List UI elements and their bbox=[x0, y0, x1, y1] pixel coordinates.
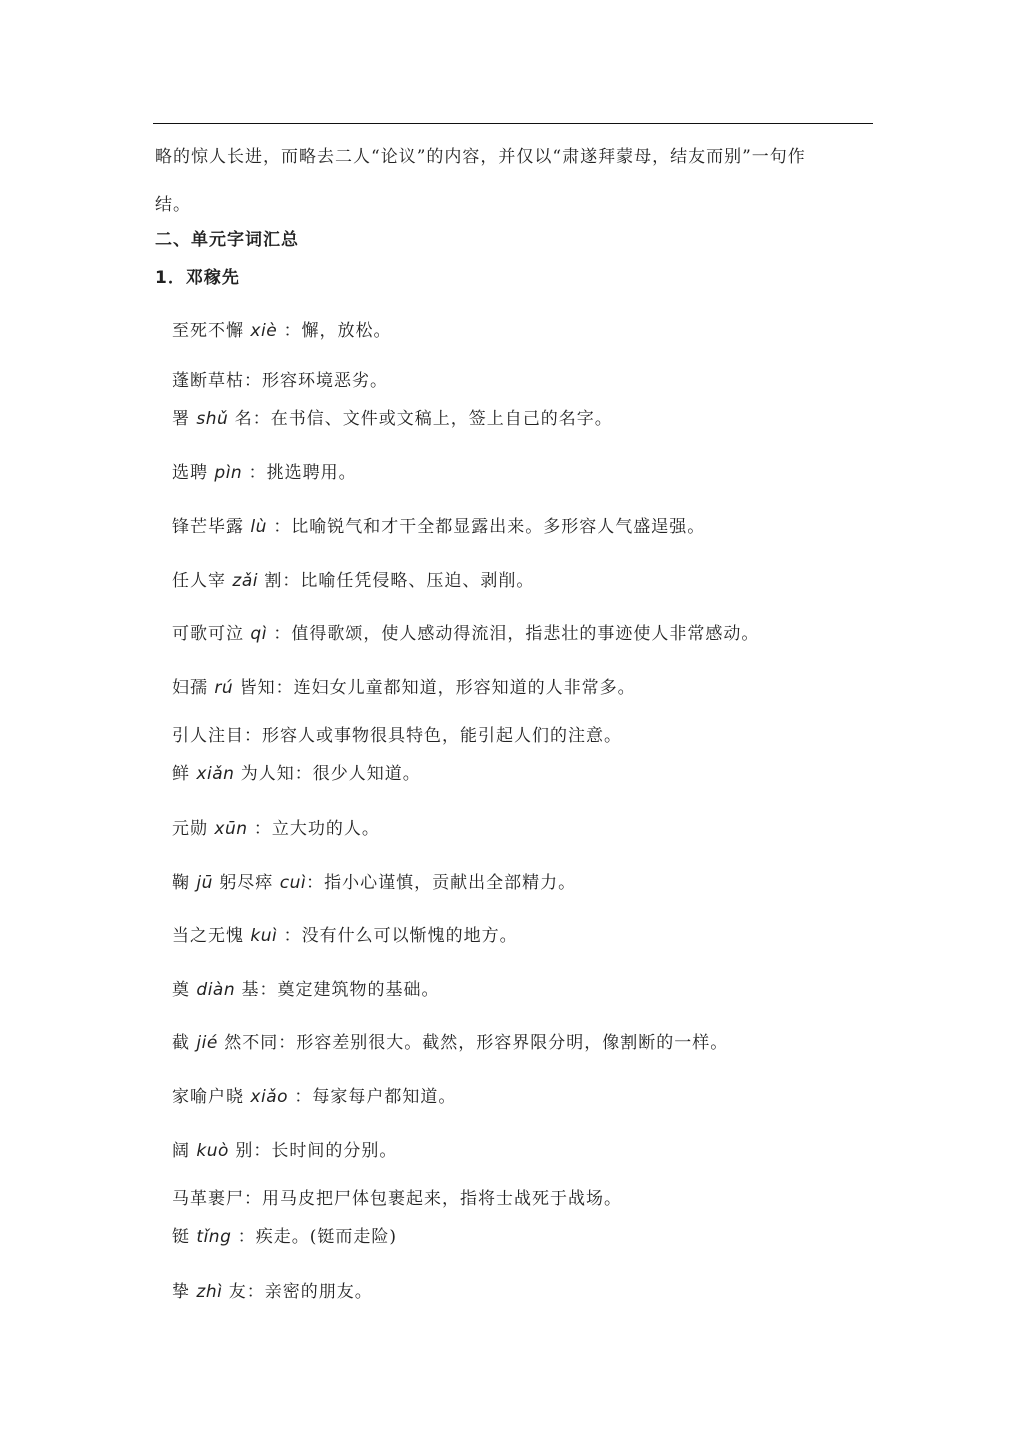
vocab-entry bbox=[172, 868, 576, 893]
vocab-text: 友：亲密的朋友。 bbox=[228, 1282, 373, 1302]
vocab-text: 躬尽瘁 bbox=[219, 873, 274, 893]
pinyin: diàn bbox=[196, 980, 236, 1000]
vocab-entry bbox=[172, 1222, 397, 1247]
vocab-entry bbox=[172, 1277, 373, 1302]
pinyin: cuì bbox=[279, 873, 307, 893]
vocab-text: ：比喻锐气和才干全都显露出来。多形容人气盛逞强。 bbox=[273, 517, 706, 537]
vocab-entry bbox=[172, 316, 392, 341]
vocab-text: 鲜 bbox=[172, 764, 190, 784]
pinyin: rú bbox=[214, 678, 234, 698]
vocab-entry bbox=[172, 458, 357, 483]
vocab-text: ：立大功的人。 bbox=[253, 819, 380, 839]
vocab-text: ：没有什么可以惭愧的地方。 bbox=[283, 926, 518, 946]
vocab-text: 锋芒毕露 bbox=[172, 517, 244, 537]
vocab-text: ：值得歌颂，使人感动得流泪，指悲壮的事迹使人非常感动。 bbox=[273, 624, 760, 644]
vocab-text: 挚 bbox=[172, 1282, 190, 1302]
vocab-text: 引人注目：形容人或事物很具特色，能引起人们的注意。 bbox=[172, 726, 622, 746]
vocab-text: 截 bbox=[172, 1033, 190, 1053]
vocab-entry bbox=[172, 619, 759, 644]
vocab-entry bbox=[172, 921, 518, 946]
pinyin: jié bbox=[196, 1033, 218, 1053]
vocab-entry bbox=[172, 1028, 728, 1053]
vocab-text: ：指小心谨慎，贡献出全部精力。 bbox=[306, 873, 577, 893]
vocab-text: 当之无愧 bbox=[172, 926, 244, 946]
pinyin: jū bbox=[196, 873, 213, 893]
pinyin: kuì bbox=[250, 926, 278, 946]
vocab-entry bbox=[172, 673, 636, 698]
continuation-line-1: 略的惊人长进，而略去二人“论议”的内容，并仅以“肃遂拜蒙母，结友而别”一句作 bbox=[155, 147, 806, 167]
vocab-text: 基：奠定建筑物的基础。 bbox=[241, 980, 440, 1000]
pinyin: xūn bbox=[214, 819, 248, 839]
vocab-text: 元勋 bbox=[172, 819, 208, 839]
vocab-text: ：每家每户都知道。 bbox=[294, 1087, 457, 1107]
vocab-entry bbox=[172, 1136, 397, 1161]
vocab-entry bbox=[172, 366, 388, 391]
vocab-text: 然不同：形容差别很大。截然，形容界限分明，像割断的一样。 bbox=[224, 1033, 729, 1053]
vocab-text: 割：比喻任凭侵略、压迫、剥削。 bbox=[264, 571, 535, 591]
vocab-entry bbox=[172, 759, 421, 784]
vocab-text: ：挑选聘用。 bbox=[248, 463, 357, 483]
vocab-entry bbox=[172, 975, 440, 1000]
vocab-text: 任人宰 bbox=[172, 571, 226, 591]
vocab-text: 至死不懈 bbox=[172, 321, 244, 341]
vocab-text: ：疾走。(铤而走险) bbox=[237, 1227, 398, 1247]
vocab-entry bbox=[172, 512, 705, 537]
vocab-text: 署 bbox=[172, 409, 190, 429]
vocab-entry bbox=[172, 404, 613, 429]
vocab-entry bbox=[172, 1184, 622, 1209]
vocab-text: 名：在书信、文件或文稿上，签上自己的名字。 bbox=[234, 409, 613, 429]
vocab-entry bbox=[172, 814, 380, 839]
vocab-entry bbox=[172, 566, 534, 591]
section-heading: 二、单元字词汇总 bbox=[155, 230, 299, 250]
pinyin: kuò bbox=[196, 1141, 229, 1161]
vocab-entry bbox=[172, 721, 622, 746]
pinyin: xiǎo bbox=[250, 1087, 289, 1107]
vocab-text: 鞠 bbox=[172, 873, 190, 893]
vocab-text: 奠 bbox=[172, 980, 190, 1000]
vocab-text: ：懈，放松。 bbox=[283, 321, 392, 341]
pinyin: qì bbox=[250, 624, 267, 644]
vocab-text: 蓬断草枯：形容环境恶劣。 bbox=[172, 371, 388, 391]
pinyin: zǎi bbox=[232, 571, 258, 591]
pinyin: shǔ bbox=[196, 409, 229, 429]
pinyin: xiè bbox=[250, 321, 278, 341]
vocab-text: 别：长时间的分别。 bbox=[235, 1141, 398, 1161]
vocab-text: 妇孺 bbox=[172, 678, 208, 698]
vocab-text: 马革裹尸：用马皮把尸体包裹起来，指将士战死于战场。 bbox=[172, 1189, 622, 1209]
vocab-text: 可歌可泣 bbox=[172, 624, 244, 644]
continuation-line-2: 结。 bbox=[155, 195, 191, 215]
header-rule bbox=[153, 123, 873, 124]
vocab-text: 选聘 bbox=[172, 463, 208, 483]
subsection-heading: 1．邓稼先 bbox=[155, 268, 240, 288]
pinyin: tǐng bbox=[196, 1227, 232, 1247]
pinyin: xiǎn bbox=[196, 764, 235, 784]
vocab-text: 为人知：很少人知道。 bbox=[240, 764, 421, 784]
pinyin: zhì bbox=[196, 1282, 223, 1302]
vocab-text: 皆知：连妇女儿童都知道，形容知道的人非常多。 bbox=[239, 678, 636, 698]
vocab-entry bbox=[172, 1082, 456, 1107]
pinyin: lù bbox=[250, 517, 267, 537]
vocab-text: 阔 bbox=[172, 1141, 190, 1161]
vocab-text: 铤 bbox=[172, 1227, 190, 1247]
vocab-text: 家喻户晓 bbox=[172, 1087, 244, 1107]
pinyin: pìn bbox=[214, 463, 243, 483]
